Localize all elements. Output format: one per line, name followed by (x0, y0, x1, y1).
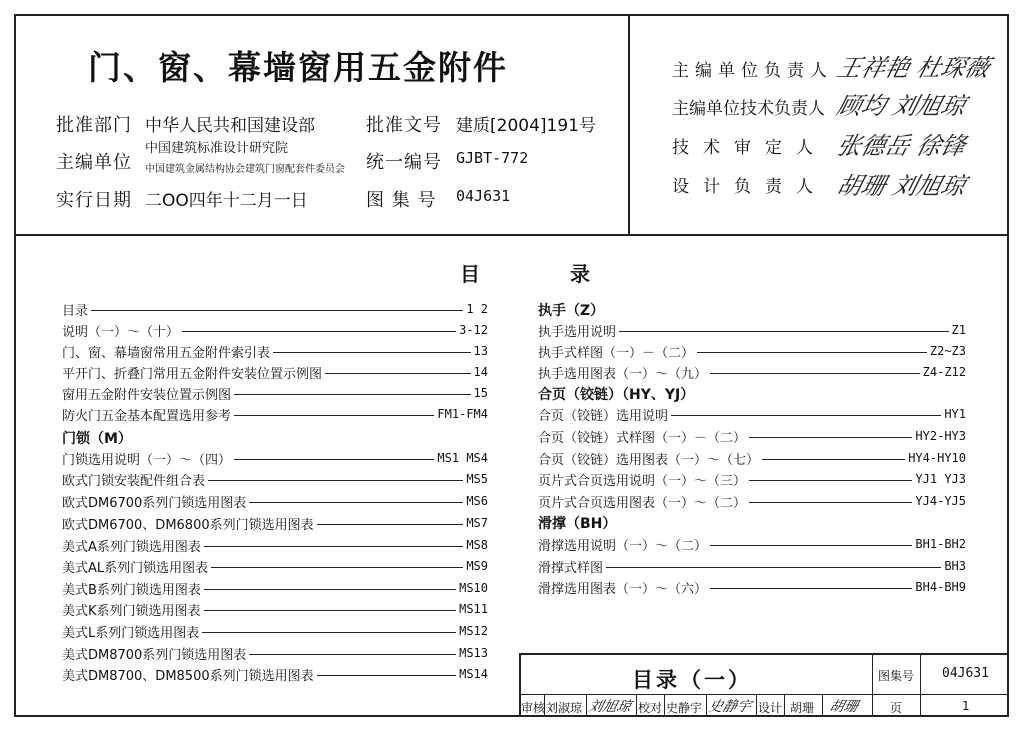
tb-design-signature: 胡珊 (827, 699, 860, 715)
toc-entry[interactable]: 滑撑式样图 BH3 (538, 559, 966, 576)
atlas-no-label: 图 集 号 (366, 190, 437, 211)
tb-review-label: 审核 (521, 701, 546, 715)
atlas-title: 门、窗、幕墙窗用五金附件 (88, 48, 508, 87)
toc-entry[interactable]: 合页（铰链）选用图表（一）～（七） HY4-HY10 (538, 451, 966, 468)
tb-check-label: 校对 (638, 701, 663, 715)
toc-entry[interactable]: 门锁选用说明（一）～（四） MS1 MS4 (62, 451, 488, 468)
tb-design-label: 设计 (758, 701, 783, 715)
sheet-title: 目录（一） (632, 668, 752, 692)
tb-atlas-no: 04J631 (942, 666, 989, 681)
signature-3: 张德岳 徐锋 (833, 132, 969, 160)
tb-page-label: 页 (890, 701, 903, 715)
approval-dept-label: 批准部门 (56, 115, 132, 136)
header-divider (14, 234, 1009, 236)
approval-doc-label: 批准文号 (366, 115, 442, 136)
toc-entry[interactable]: 美式L系列门锁选用图表 MS12 (62, 624, 488, 641)
tb-review-name: 刘淑琼 (546, 701, 583, 715)
signatory-label-3: 技术审定人 (672, 138, 827, 158)
toc-entry[interactable]: 页片式合页选用图表（一）～（二） YJ4-YJ5 (538, 494, 966, 511)
toc-entry[interactable]: 欧式门锁安装配件组合表 MS5 (62, 472, 488, 489)
toc-entry[interactable]: 美式K系列门锁选用图表 MS11 (62, 602, 488, 619)
toc-entry[interactable]: 美式B系列门锁选用图表 MS10 (62, 581, 488, 598)
toc-entry[interactable]: 说明（一）～（十） 3-12 (62, 323, 488, 340)
toc-entry[interactable]: 欧式DM6700、DM6800系列门锁选用图表 MS7 (62, 516, 488, 533)
toc-entry[interactable]: 执手选用图表（一）～（九） Z4-Z12 (538, 365, 966, 382)
signature-2: 顾均 刘旭琼 (833, 92, 969, 120)
tb-check-signature: 史静宇 (706, 699, 753, 715)
signature-4: 胡珊 刘旭琼 (833, 172, 969, 200)
toc-entry[interactable]: 平开门、折叠门常用五金附件安装位置示例图 14 (62, 365, 488, 382)
toc-section-friction-stay: 滑撑（BH） (538, 516, 617, 532)
tb-page-no: 1 (962, 699, 970, 713)
toc-section-handle: 执手（Z） (538, 303, 605, 319)
atlas-no: 04J631 (456, 187, 511, 205)
editor-unit-line1: 中国建筑标准设计研究院 (145, 141, 289, 156)
signature-1: 王祥艳 杜琛薇 (833, 54, 993, 82)
tb-atlas-label: 图集号 (878, 669, 915, 683)
toc-entry[interactable]: 滑撑选用图表（一）～（六） BH4-BH9 (538, 580, 966, 597)
toc-entry[interactable]: 窗用五金附件安装位置示例图 15 (62, 386, 488, 403)
signatory-label-2: 主编单位技术负责人 (672, 99, 825, 119)
toc-entry[interactable]: 合页（铰链）式样图（一）－（二） HY2-HY3 (538, 429, 966, 446)
toc-entry[interactable]: 欧式DM6700系列门锁选用图表 MS6 (62, 494, 488, 511)
toc-entry[interactable]: 美式A系列门锁选用图表 MS8 (62, 538, 488, 555)
toc-entry[interactable]: 防火门五金基本配置选用参考 FM1-FM4 (62, 407, 488, 424)
editor-unit-label: 主编单位 (56, 152, 132, 173)
toc-entry[interactable]: 美式DM8700系列门锁选用图表 MS13 (62, 646, 488, 663)
toc-entry[interactable]: 目录 1 2 (62, 302, 488, 319)
tb-review-signature: 刘旭琼 (586, 699, 633, 715)
toc-section-door-lock: 门锁（M） (62, 431, 132, 447)
signatory-label-1: 主编单位负责人 (672, 61, 833, 81)
toc-entry[interactable]: 页片式合页选用说明（一）～（三） YJ1 YJ3 (538, 472, 966, 489)
toc-entry[interactable]: 美式AL系列门锁选用图表 MS9 (62, 559, 488, 576)
toc-entry[interactable]: 执手式样图（一）－（二） Z2~Z3 (538, 344, 966, 361)
toc-entry[interactable]: 门、窗、幕墙窗常用五金附件索引表 13 (62, 344, 488, 361)
unified-no-label: 统一编号 (366, 152, 442, 173)
effective-date: 二OO四年十二月一日 (145, 191, 308, 211)
toc-entry[interactable]: 合页（铰链）选用说明 HY1 (538, 407, 966, 424)
toc-entry[interactable]: 滑撑选用说明（一）～（二） BH1-BH2 (538, 537, 966, 554)
effective-date-label: 实行日期 (56, 190, 132, 211)
editor-unit-line2: 中国建筑金属结构协会建筑门窗配套件委员会 (145, 164, 345, 175)
toc-entry[interactable]: 执手选用说明 Z1 (538, 323, 966, 340)
toc-entry[interactable]: 美式DM8700、DM8500系列门锁选用图表 MS14 (62, 667, 488, 684)
signatory-label-4: 设计负责人 (672, 177, 827, 197)
approval-dept: 中华人民共和国建设部 (145, 116, 315, 136)
toc-section-hinge: 合页（铰链）（HY、YJ） (538, 387, 695, 403)
tb-check-name: 史静宇 (666, 701, 703, 715)
header-vertical-divider (628, 14, 630, 235)
toc-title: 目录 (460, 262, 680, 286)
approval-doc: 建质[2004]191号 (456, 116, 596, 136)
tb-design-name: 胡珊 (790, 701, 815, 715)
unified-no: GJBT-772 (456, 149, 529, 167)
